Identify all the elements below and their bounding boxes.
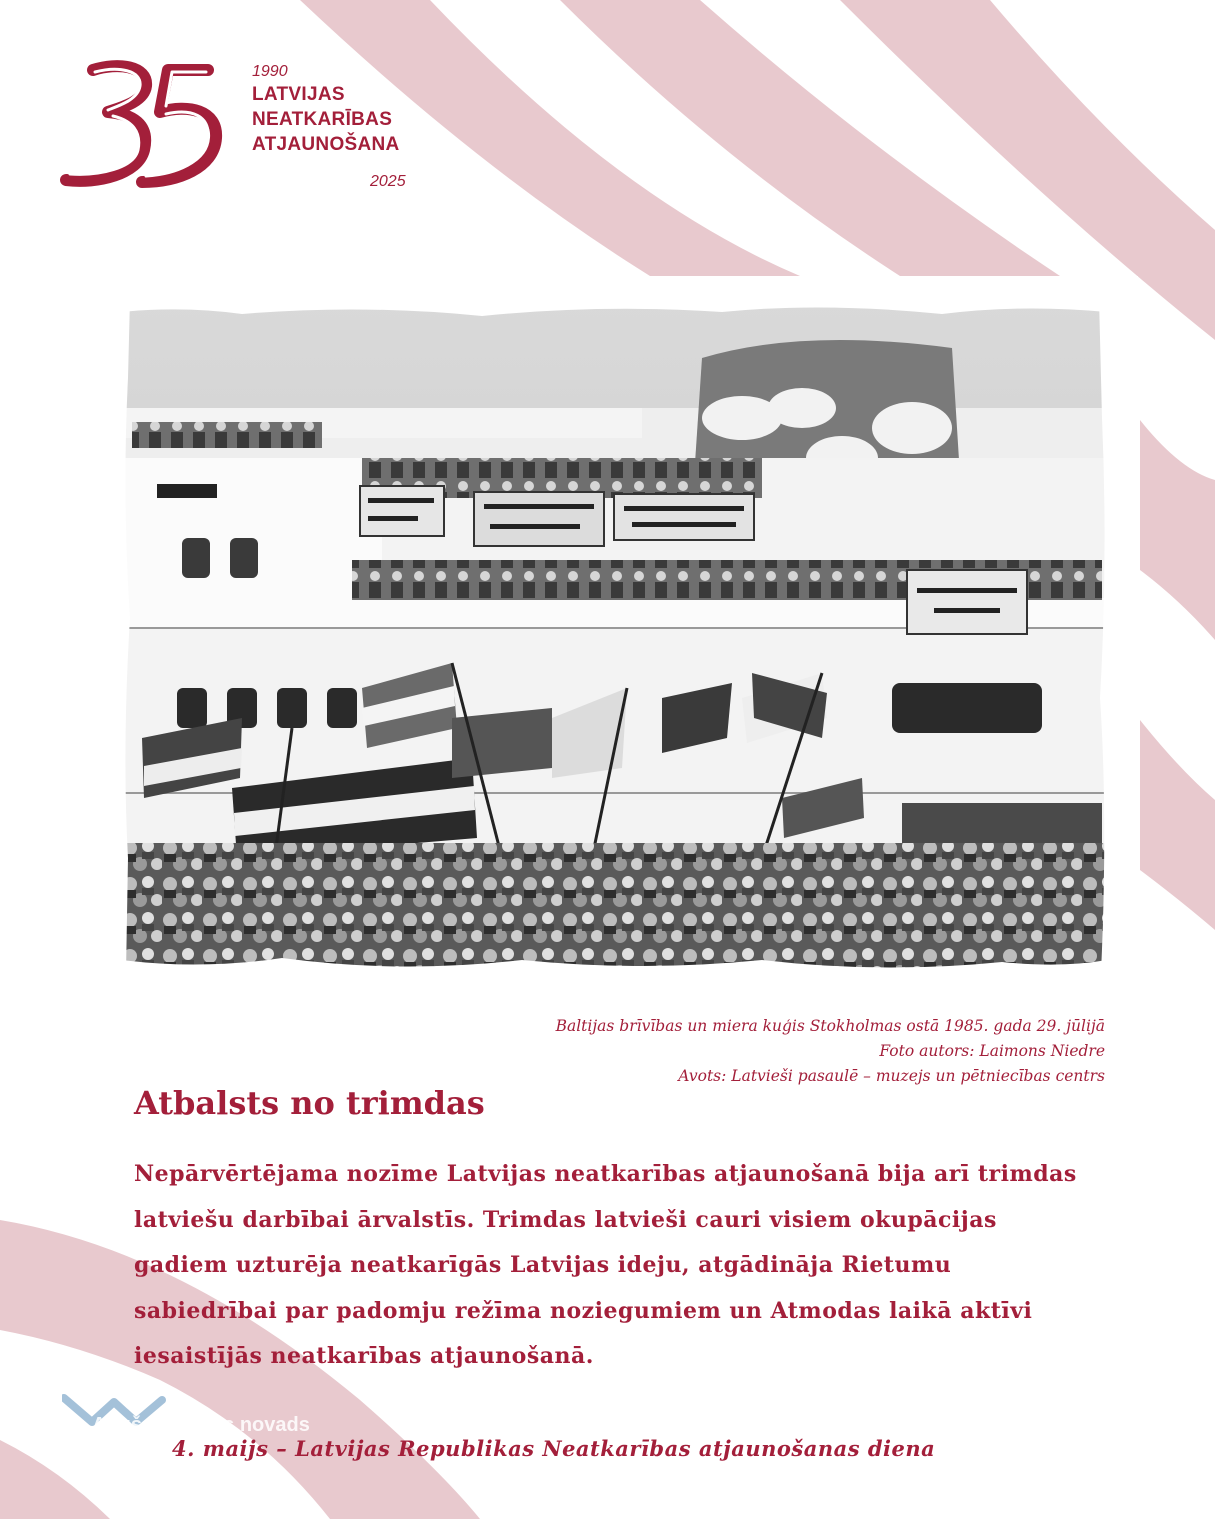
watermark-text: Augšdaugavas novads [92, 1414, 310, 1436]
caption-line-2: Foto autors: Laimons Niedre [879, 1042, 1105, 1060]
logo-line-3: ATJAUNOŠANA [252, 134, 400, 155]
ship-photo [122, 298, 1107, 973]
logo-line-1: LATVIJAS [252, 84, 345, 105]
caption-line-3: Avots: Latvieši pasaulē – muzejs un pētniecības centrs [678, 1067, 1105, 1085]
body-paragraph: Nepārvērtējama nozīme Latvijas neatkarības atjaunošanā bija arī trimdas latviešu darbībai ārvalstīs. Trimdas latvieši cauri visiem okupācijas gadiem uzturēja neatkarīgās Latvijas ideju, atgādināja Rietumu sabiedrībai par padomju režīma noziegumiem un Atmodas laikā aktīvi iesaistījās neatkarības atjaunošanā. [134, 1161, 1077, 1369]
logo-year-start: 1990 [252, 63, 288, 80]
footer-date-line: 4. maijs – Latvijas Republikas Neatkarības atjaunošanas diena [172, 1436, 936, 1461]
section-heading: Atbalsts no trimdas [134, 1084, 485, 1122]
logo-text [252, 62, 406, 190]
logo-year-end: 2025 [370, 173, 406, 190]
photo-caption [405, 1014, 1105, 1089]
logo-line-2: NEATKARĪBAS [252, 109, 393, 130]
caption-line-1: Baltijas brīvības un miera kuģis Stokholmas ostā 1985. gada 29. jūlijā [555, 1017, 1105, 1035]
